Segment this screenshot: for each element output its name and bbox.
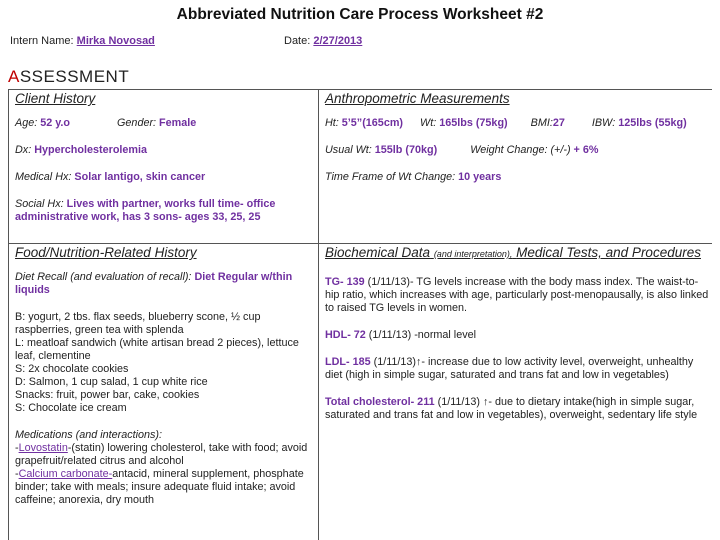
weight-value: 165lbs (75kg) — [439, 117, 508, 129]
section-heading — [8, 67, 129, 87]
intern-label: Intern Name: — [10, 35, 74, 47]
bmi-label: BMI: — [530, 117, 553, 129]
age-label: Age: — [15, 117, 38, 129]
biochemical-heading-a: Biochemical Data — [325, 245, 431, 260]
social-hx-label: Social Hx: — [15, 198, 64, 210]
weight-change-value: + 6% — [573, 144, 599, 156]
weight-change-label: Weight Change: (+/-) — [470, 144, 571, 156]
section-heading-rest: SSESSMENT — [19, 67, 130, 86]
ibw-value: 125lbs (55kg) — [618, 117, 687, 129]
table-top-border — [8, 89, 712, 90]
date-label: Date: — [284, 35, 311, 47]
ldl-text: (1/11/13)↑- increase due to low activity level, overweight, unhealthy diet (high in simple sugar, saturated and trans fat and low in vegetables) — [325, 356, 694, 381]
anthropometric-cell — [325, 91, 710, 184]
usual-weight-label: Usual Wt: — [325, 144, 372, 156]
medication-1-prefix: - — [15, 442, 19, 454]
bmi-value: 27 — [552, 117, 565, 129]
height-value: 5’5”(165cm) — [341, 117, 404, 129]
diet-recall-label: Diet Recall (and evaluation of recall): — [15, 271, 192, 283]
tg-name: TG- 139 — [325, 276, 365, 288]
meal-lunch: L: meatloaf sandwich (white artisan bread 2 pieces), lettuce leaf, clementine — [15, 337, 299, 362]
section-heading-first-letter: A — [8, 67, 20, 86]
meal-snack-2: S: Chocolate ice cream — [15, 402, 127, 414]
intern-value: Mirka Novosad — [76, 35, 155, 47]
hdl-text: (1/11/13) -normal level — [368, 329, 477, 341]
meal-snacks: Snacks: fruit, power bar, cake, cookies — [15, 389, 200, 401]
weight-label: Wt: — [420, 117, 437, 129]
age-value: 52 y.o — [40, 117, 71, 129]
table-left-border — [8, 89, 9, 540]
medical-hx-value: Solar lantigo, skin cancer — [74, 171, 206, 183]
hdl-name: HDL- 72 — [325, 329, 366, 341]
client-history-heading: Client History — [15, 91, 96, 106]
social-hx-value: Lives with partner, works full time- office administrative work, has 3 sons- ages 33, 25, 25 — [15, 198, 276, 223]
medication-2-desc: antacid, mineral supplement, phosphate binder; take with meals; insure adequate fluid intake; avoid caffeine; anorexia, dry mouth — [15, 468, 304, 506]
food-history-cell — [15, 245, 313, 507]
ldl-name: LDL- 185 — [325, 356, 371, 368]
gender-value: Female — [159, 117, 197, 129]
meal-snack-1: S: 2x chocolate cookies — [15, 363, 129, 375]
date-value: 2/27/2013 — [313, 35, 363, 47]
biochemical-cell — [325, 245, 710, 422]
table-column-divider — [318, 89, 319, 540]
biochemical-heading-small: (and interpretation), — [433, 249, 513, 259]
medication-2-name: Calcium carbonate- — [18, 468, 113, 480]
medication-2-prefix: - — [15, 468, 19, 480]
intern-name-row — [10, 35, 155, 47]
height-label: Ht: — [325, 117, 339, 129]
dx-value: Hypercholesterolemia — [34, 144, 148, 156]
date-row — [284, 35, 362, 47]
ibw-label: IBW: — [591, 117, 616, 129]
meal-dinner: D: Salmon, 1 cup salad, 1 cup white rice — [15, 376, 208, 388]
gender-label: Gender: — [117, 117, 157, 129]
diet-recall-value: Diet Regular w/thin liquids — [15, 271, 293, 296]
time-frame-value: 10 years — [458, 171, 502, 183]
usual-weight-value: 155lb (70kg) — [374, 144, 438, 156]
client-history-cell — [15, 91, 313, 224]
table-middle-border — [8, 243, 712, 244]
medications-label: Medications (and interactions): — [15, 429, 163, 441]
food-history-heading: Food/Nutrition-Related History — [15, 245, 197, 260]
biochemical-heading — [325, 245, 710, 262]
page-title: Abbreviated Nutrition Care Process Worksheet #2 — [176, 6, 544, 23]
total-cholesterol-text: (1/11/13) ↑- due to dietary intake(high in simple sugar, saturated and trans fat and low in vegetables), overweight, sedentary life style — [325, 396, 698, 421]
total-cholesterol-name: Total cholesterol- 211 — [325, 396, 435, 408]
medical-hx-label: Medical Hx: — [15, 171, 72, 183]
meal-breakfast: B: yogurt, 2 tbs. flax seeds, blueberry scone, ½ cup raspberries, green tea with splenda — [15, 311, 261, 336]
dx-label: Dx: — [15, 144, 32, 156]
medication-1-name: Lovostatin — [18, 442, 68, 454]
tg-text: (1/11/13)- TG levels increase with the body mass index. The waist-to-hip ratio, which increases with age, particularly post-menopausally, is also linked to raised TG levels in women. — [325, 276, 709, 314]
time-frame-label: Time Frame of Wt Change: — [325, 171, 456, 183]
medication-1-desc: -(statin) lowering cholesterol, take with food; avoid grapefruit/related citrus and alcohol — [15, 442, 308, 467]
biochemical-heading-b: Medical Tests, and Procedures — [516, 245, 701, 260]
anthropometric-heading: Anthropometric Measurements — [325, 91, 510, 106]
